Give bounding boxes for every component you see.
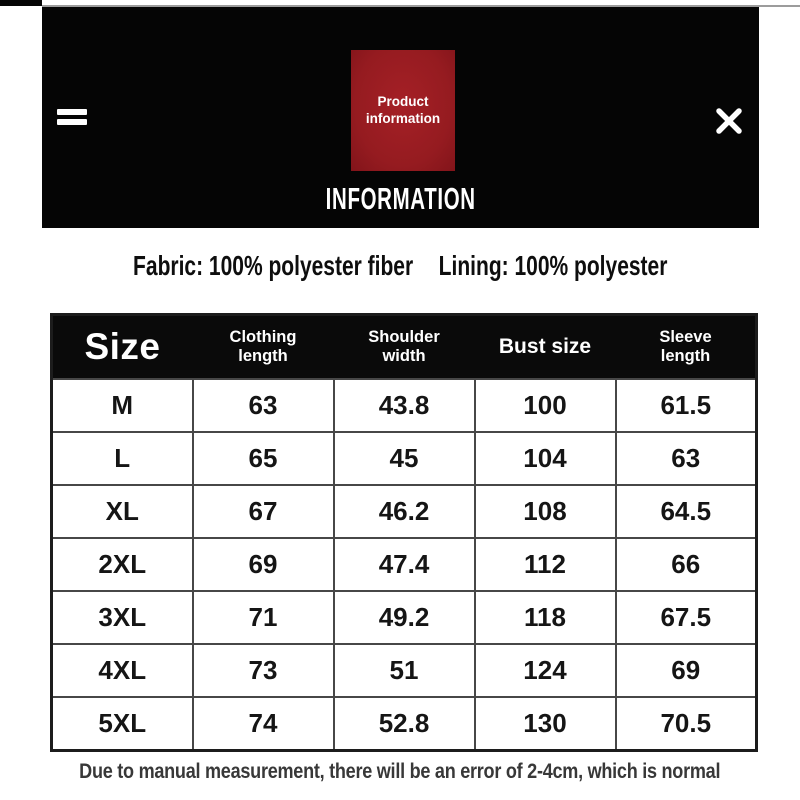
close-icon[interactable] [715,107,743,135]
table-row-l [52,432,757,485]
bust-size-cell: 112 [475,538,616,591]
table-row-4xl [52,644,757,697]
col-header-clothing-length: Clothing length [193,315,334,380]
fabric-text: Fabric: 100% polyester fiber [132,250,413,281]
table-row-2xl [52,538,757,591]
size-cell: M [52,379,193,432]
clothing-length-cell: 69 [193,538,334,591]
bust-size-cell: 124 [475,644,616,697]
lining-text: Lining: 100% polyester [438,250,668,281]
sleeve-length-cell: 67.5 [616,591,757,644]
col-header-bust-size: Bust size [475,315,616,380]
col-header-size: Size [52,315,193,380]
size-cell: XL [52,485,193,538]
bust-size-cell: 118 [475,591,616,644]
badge-line2: information [365,110,441,126]
clothing-length-cell: 63 [193,379,334,432]
menu-icon-bar [57,109,87,115]
size-cell: 3XL [52,591,193,644]
clothing-length-cell: 67 [193,485,334,538]
shoulder-width-cell: 51 [334,644,475,697]
table-row-xl [52,485,757,538]
clothing-length-cell: 73 [193,644,334,697]
table-header-row [52,315,757,380]
bust-size-cell: 130 [475,697,616,751]
shoulder-width-cell: 45 [334,432,475,485]
bust-size-cell: 104 [475,432,616,485]
menu-icon-bar [57,119,87,125]
product-information-badge [351,50,455,171]
size-cell: 5XL [52,697,193,751]
sleeve-length-cell: 63 [616,432,757,485]
sleeve-length-cell: 61.5 [616,379,757,432]
table-row-m [52,379,757,432]
shoulder-width-cell: 47.4 [334,538,475,591]
table-row-5xl [52,697,757,751]
measurement-disclaimer: Due to manual measurement, there will be an error of 2-4cm, which is normal [79,760,721,783]
table-row-3xl [52,591,757,644]
clothing-length-cell: 71 [193,591,334,644]
sleeve-length-cell: 64.5 [616,485,757,538]
col-header-shoulder-width: Shoulder width [334,315,475,380]
badge-label [366,94,440,128]
shoulder-width-cell: 52.8 [334,697,475,751]
size-cell: L [52,432,193,485]
bust-size-cell: 100 [475,379,616,432]
menu-icon[interactable] [57,109,87,131]
shoulder-width-cell: 46.2 [334,485,475,538]
badge-line1: Product [377,93,429,109]
clothing-length-cell: 65 [193,432,334,485]
fabric-composition-line [0,250,800,282]
top-left-sliver [0,0,42,6]
header-banner [42,7,759,228]
sleeve-length-cell: 66 [616,538,757,591]
size-chart-table [50,313,758,752]
clothing-length-cell: 74 [193,697,334,751]
information-title: INFORMATION [325,181,476,216]
col-header-sleeve-length: Sleeve length [616,315,757,380]
bust-size-cell: 108 [475,485,616,538]
size-cell: 2XL [52,538,193,591]
sleeve-length-cell: 69 [616,644,757,697]
shoulder-width-cell: 43.8 [334,379,475,432]
size-cell: 4XL [52,644,193,697]
sleeve-length-cell: 70.5 [616,697,757,751]
shoulder-width-cell: 49.2 [334,591,475,644]
